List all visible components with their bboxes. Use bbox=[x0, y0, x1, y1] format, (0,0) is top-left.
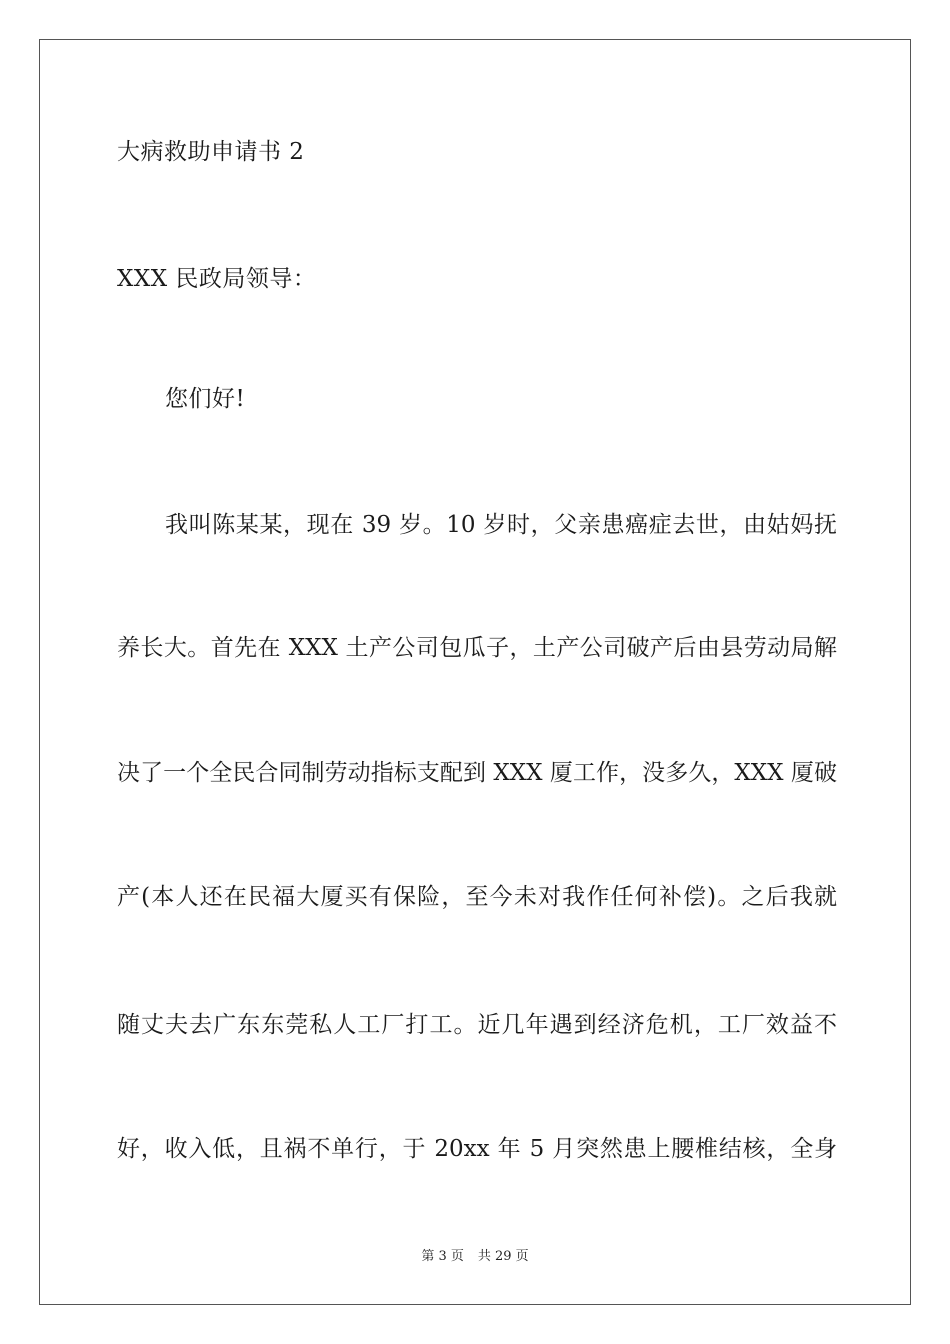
page-border bbox=[39, 39, 911, 1305]
body-line-6: 好，收入低，且祸不单行，于 20xx 年 5 月突然患上腰椎结核，全身 bbox=[117, 1136, 837, 1162]
page-number: 第 3 页 bbox=[421, 1249, 464, 1264]
salutation: XXX 民政局领导： bbox=[117, 266, 317, 292]
page-footer bbox=[0, 1248, 950, 1266]
page-total: 共 29 页 bbox=[477, 1249, 529, 1264]
body-line-5: 随丈夫去广东东莞私人工厂打工。近几年遇到经济危机，工厂效益不 bbox=[117, 1012, 837, 1038]
greeting: 您们好! bbox=[165, 386, 246, 412]
body-line-2: 养长大。首先在 XXX 土产公司包瓜子，土产公司破产后由县劳动局解 bbox=[117, 635, 837, 661]
body-line-1: 我叫陈某某，现在 39 岁。10 岁时，父亲患癌症去世，由姑妈抚 bbox=[165, 512, 837, 538]
document-title: 大病救助申请书 2 bbox=[117, 139, 305, 165]
body-line-3: 决了一个全民合同制劳动指标支配到 XXX 厦工作，没多久，XXX 厦破 bbox=[117, 760, 837, 786]
body-line-4: 产(本人还在民福大厦买有保险，至今未对我作任何补偿)。之后我就 bbox=[117, 884, 837, 910]
